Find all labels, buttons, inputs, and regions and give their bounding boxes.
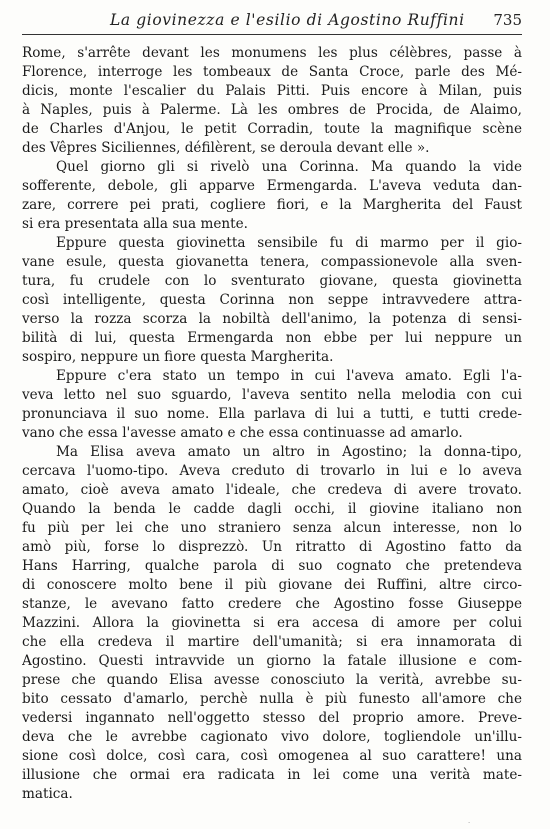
text-line: Hans Harring, qualche parola di suo cognato che pretendeva [22,558,522,574]
running-title: La giovinezza e l'esilio di Agostino Ruffini [110,11,465,29]
text-line: bilità di lui, questa Ermengarda non ebbe per lui neppure un [22,330,522,346]
text-line: à Naples, puis à Palerme. Là les ombres de Procida, de Alaimo, [22,102,522,118]
text-line: amò più, forse lo disprezzò. Un ritratto di Agostino fatto da [22,539,522,555]
text-line: stanze, le avevano fatto credere che Agostino fosse Giuseppe [22,596,522,612]
text-line: vane esule, questa giovanetta tenera, compassionevole alla sven- [22,254,522,270]
text-line: zare, correre pei prati, cogliere fiori, e la Margherita del Faust [22,197,522,213]
text-line: des Vêpres Siciliennes, défilèrent, se deroula devant elle ». [22,140,430,156]
text-line: matica. [22,786,73,802]
text-line: cercava l'uomo-tipo. Aveva creduto di trovarlo in lui e lo aveva [22,463,522,479]
text-line: veva letto nel suo sguardo, l'aveva sentito nella melodia con cui [22,387,522,403]
text-line: sofferente, debole, gli apparve Ermengarda. L'aveva veduta dan- [22,178,522,194]
text-line: così intelligente, questa Corinna non seppe intravvedere attra- [22,292,522,308]
text-line: de Charles d'Anjou, le petit Corradin, toute la magnifique scène [22,121,522,137]
text-line: Mazzini. Allora la giovinetta si era accesa di amore per colui [22,615,522,631]
text-line: Florence, interroge les tombeaux de Santa Croce, parle des Mé- [22,64,522,80]
page-number: 735 [493,11,522,29]
text-line: amato, cioè aveva amato l'ideale, che credeva di avere trovato. [22,482,522,498]
body-text [22,44,522,804]
text-line: Quando la benda le cadde dagli occhi, il giovine italiano non [22,501,522,517]
text-line: sospiro, neppure un fiore questa Margherita. [22,349,334,365]
text-line: pronunciava il suo nome. Ella parlava di lui a tutti, e tutti crede- [22,406,522,422]
text-line: verso la rozza scorza la nobiltà dell'animo, la potenza di sensi- [22,311,522,327]
running-header [22,8,522,35]
text-line: sione così dolce, così cara, così omogenea al suo carattere! una [22,748,522,764]
text-line: tura, fu crudele con lo sventurato giovane, questa giovinetta [22,273,522,289]
text-line: si era presentata alla sua mente. [22,216,248,232]
text-line: Eppure questa giovinetta sensibile fu di marmo per il gio- [56,235,522,251]
text-line: dicis, monte l'escalier du Palais Pitti. Puis encore à Milan, puis [22,83,522,99]
text-line: Agostino. Questi intravvide un giorno la fatale illusione e com- [22,653,522,669]
text-line: prese che quando Elisa avesse conosciuto la verità, avrebbe su- [22,672,522,688]
text-line: deva che le avrebbe cagionato vivo dolore, togliendole un'illu- [22,729,522,745]
text-line: Rome, s'arrête devant les monumens les plus célèbres, passe à [22,45,522,61]
text-line: che ella credeva il martire dell'umanità; si era innamorata di [22,634,522,650]
scan-mark: · [468,820,470,827]
text-line: Eppure c'era stato un tempo in cui l'aveva amato. Egli l'a- [56,368,522,384]
text-line: vedersi ingannato nell'oggetto stesso del proprio amore. Preve- [22,710,522,726]
text-line: vano che essa l'avesse amato e che essa continuasse ad amarlo. [22,425,463,441]
text-line: fu più per lei che uno straniero senza alcun interesse, non lo [22,520,522,536]
text-line: illusione che ormai era radicata in lei come una verità mate- [22,767,522,783]
text-line: bito cessato d'amarlo, perchè nulla è più funesto all'amore che [22,691,522,707]
text-line: Quel giorno gli si rivelò una Corinna. Ma quando la vide [56,159,522,175]
text-line: di conoscere molto bene il più giovane dei Ruffini, altre circo- [22,577,522,593]
text-line: Ma Elisa aveva amato un altro in Agostino; la donna-tipo, [56,444,522,460]
